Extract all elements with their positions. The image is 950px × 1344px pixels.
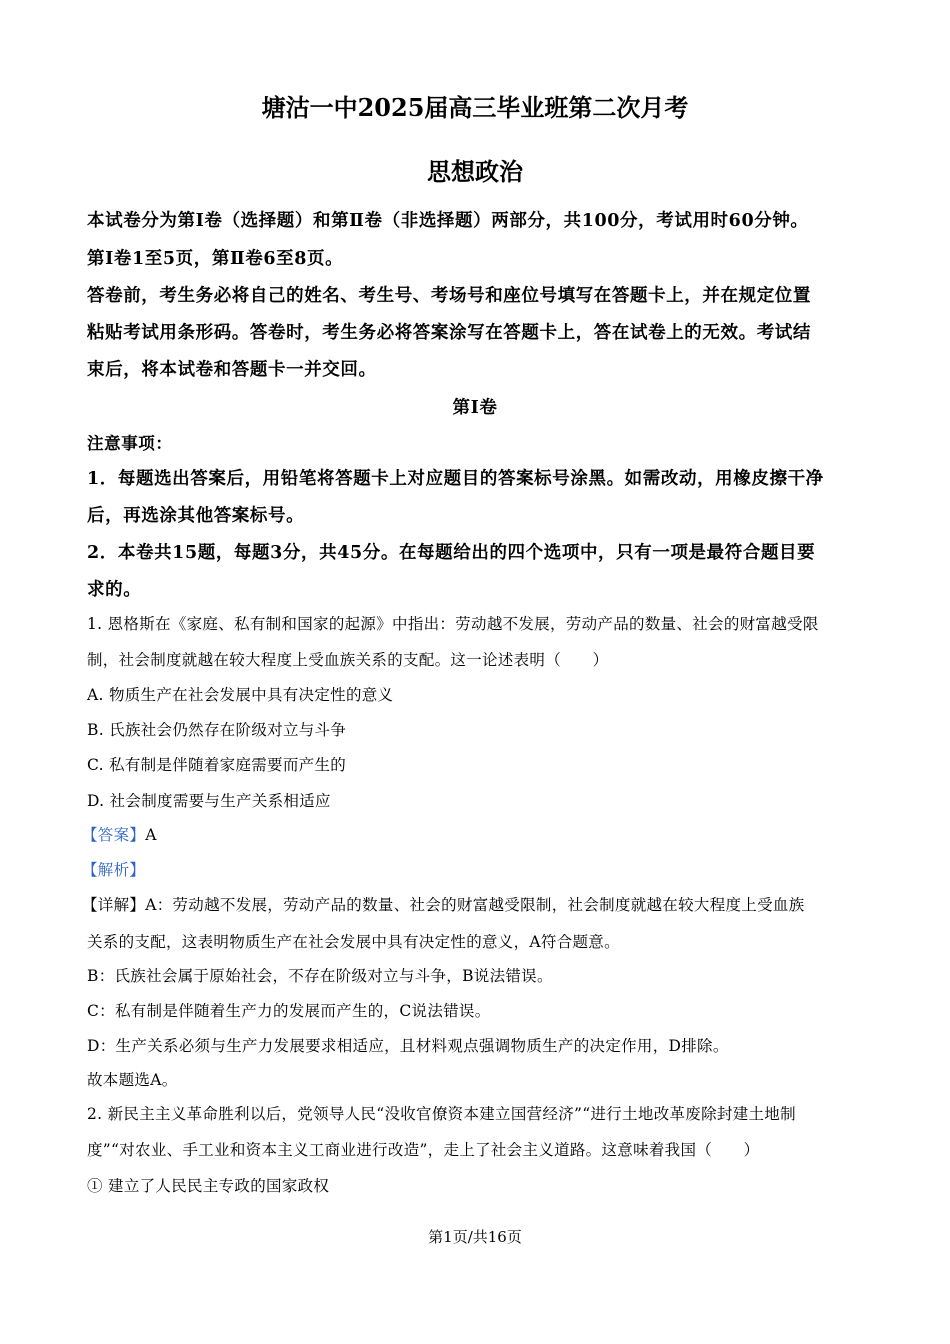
q2-stem: 2. 新民主主义革命胜利以后，党领导人民“没收官僚资本建立国营经济”“进行土地改革废除封建土地制 (87, 1105, 796, 1123)
detail-line: 故本题选A。 (87, 1071, 178, 1089)
q2-stem: 度”“对农业、手工业和资本主义工商业进行改造”，走上了社会主义道路。这意味着我国（ ） (87, 1141, 760, 1159)
detail-line: C：私有制是伴随着生产力的发展而产生的，C说法错误。 (87, 1002, 491, 1020)
exam-title: 塘沽一中2025届高三毕业班第二次月考 (261, 93, 689, 122)
detail-line: D：生产关系必须与生产力发展要求相适应，且材料观点强调物质生产的决定作用，D排除。 (87, 1037, 729, 1055)
answer-value: A (145, 826, 157, 844)
q1-option-a: A. 物质生产在社会发展中具有决定性的意义 (87, 686, 394, 704)
notes-line: 1．每题选出答案后，用铅笔将答题卡上对应题目的答案标号涂黑。如需改动，用橡皮擦干净 (87, 469, 824, 489)
page-footer: 第1页/共16页 (428, 1228, 522, 1246)
detail-line: 关系的支配，这表明物质生产在社会发展中具有决定性的意义，A符合题意。 (87, 933, 620, 951)
section-title: 第Ⅰ卷 (452, 398, 498, 418)
q1-stem: 制，社会制度就越在较大程度上受血族关系的支配。这一论述表明（ ） (87, 651, 609, 669)
subject-title: 思想政治 (427, 157, 523, 186)
detail-tag: 【详解】 (82, 896, 146, 914)
q1-option-c: C. 私有制是伴随着家庭需要而产生的 (87, 756, 347, 774)
q1-answer (82, 823, 157, 845)
notes-heading: 注意事项： (87, 434, 173, 453)
detail-line: A：劳动越不发展，劳动产品的数量、社会的财富越受限制，社会制度就越在较大程度上受血族 (145, 896, 805, 914)
q1-stem: 1. 恩格斯在《家庭、私有制和国家的起源》中指出：劳动越不发展，劳动产品的数量、社会的财富越受限 (87, 615, 819, 633)
answer-tag: 【答案】 (82, 826, 146, 844)
intro-line: 束后，将本试卷和答题卡一并交回。 (87, 360, 377, 380)
intro-line: 粘贴考试用条形码。答卷时，考生务必将答案涂写在答题卡上，答在试卷上的无效。考试结 (87, 323, 811, 343)
notes-line: 后，再选涂其他答案标号。 (87, 506, 305, 526)
q1-option-d: D. 社会制度需要与生产关系相适应 (87, 792, 331, 810)
intro-line: 答卷前，考生务必将自己的姓名、考生号、考场号和座位号填写在答题卡上，并在规定位置 (87, 286, 811, 306)
intro-line: 第Ⅰ卷1至5页，第Ⅱ卷6至8页。 (87, 249, 344, 269)
q2-option-1: ① 建立了人民民主专政的国家政权 (87, 1177, 330, 1195)
intro-line: 本试卷分为第Ⅰ卷（选择题）和第Ⅱ卷（非选择题）两部分，共100分，考试用时60分钟。 (87, 211, 809, 231)
notes-line: 求的。 (87, 580, 142, 600)
q1-detail (82, 893, 805, 915)
q1-option-b: B. 氏族社会仍然存在阶级对立与斗争 (87, 721, 347, 739)
detail-line: B：氏族社会属于原始社会，不存在阶级对立与斗争，B说法错误。 (87, 967, 553, 985)
notes-line: 2．本卷共15题，每题3分，共45分。在每题给出的四个选项中，只有一项是最符合题目要 (87, 543, 816, 563)
analysis-tag: 【解析】 (82, 861, 146, 879)
